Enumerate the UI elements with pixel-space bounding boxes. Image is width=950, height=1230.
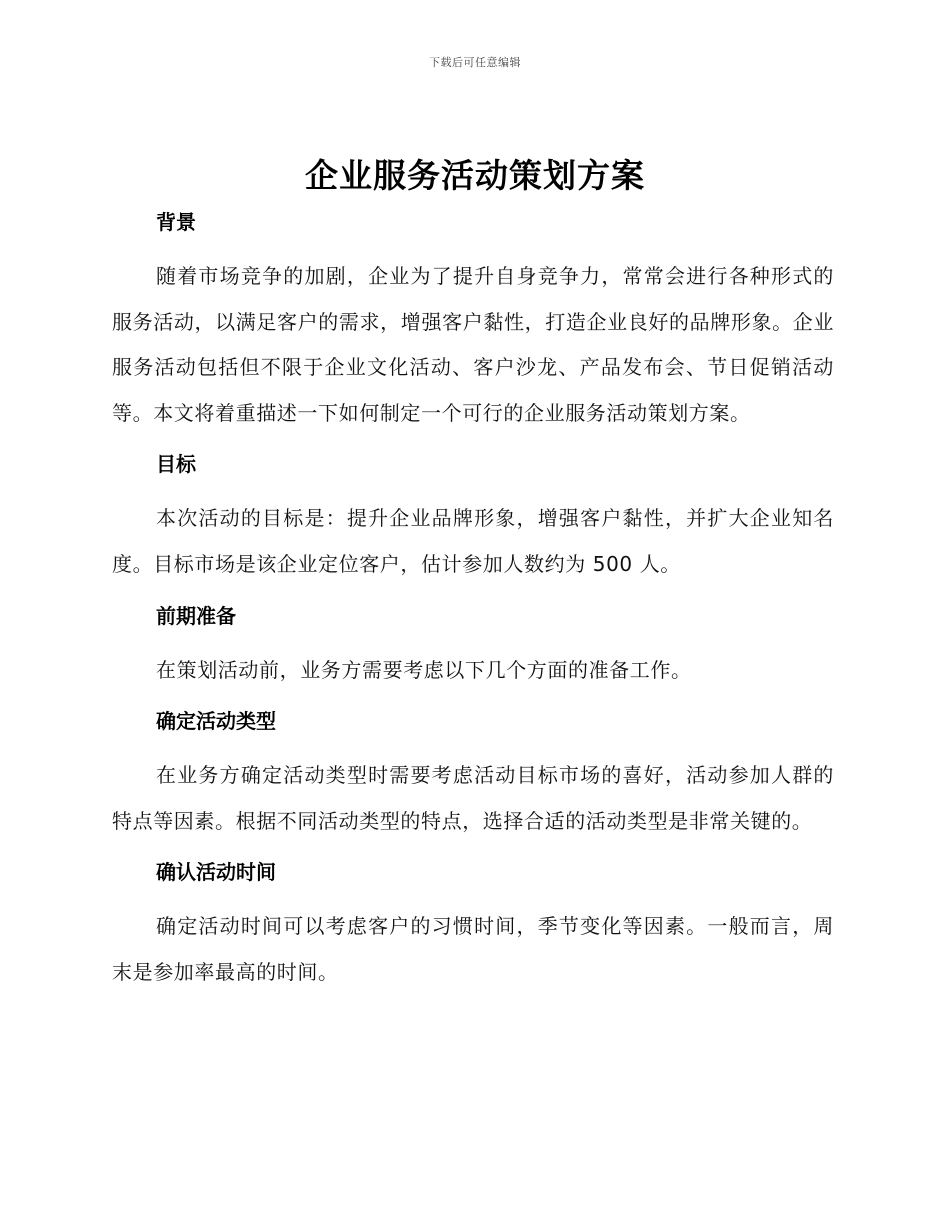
section-heading-background: 背景 <box>156 210 196 234</box>
document-body <box>112 202 834 996</box>
section-paragraph-activity-type: 在业务方确定活动类型时需要考虑活动目标市场的喜好，活动参加人群的特点等因素。根据不同活动类型的特点，选择合适的活动类型是非常关键的。 <box>112 763 834 833</box>
document-title: 企业服务活动策划方案 <box>305 156 645 195</box>
header-note: 下载后可任意编辑 <box>429 56 521 69</box>
section-heading-preparation: 前期准备 <box>156 603 236 628</box>
section-paragraph-activity-time: 确定活动时间可以考虑客户的习惯时间，季节变化等因素。一般而言，周末是参加率最高的时间。 <box>112 914 834 984</box>
section-heading-goal: 目标 <box>156 452 196 477</box>
section-heading-activity-time: 确认活动时间 <box>156 860 276 885</box>
section-paragraph-preparation: 在策划活动前，业务方需要考虑以下几个方面的准备工作。 <box>156 657 692 682</box>
section-heading-activity-type: 确定活动类型 <box>156 709 276 734</box>
section-paragraph-background: 随着市场竞争的加剧，企业为了提升自身竞争力，常常会进行各种形式的服务活动，以满足客户的需求，增强客户黏性，打造企业良好的品牌形象。企业服务活动包括但不限于企业文化活动、客户沙龙、产品发布会、节日促销活动等。本文将着重描述一下如何制定一个可行的企业服务活动策划方案。 <box>112 264 834 425</box>
section-paragraph-goal: 本次活动的目标是：提升企业品牌形象，增强客户黏性，并扩大企业知名度。目标市场是该企业定位客户，估计参加人数约为 500 人。 <box>112 506 834 576</box>
